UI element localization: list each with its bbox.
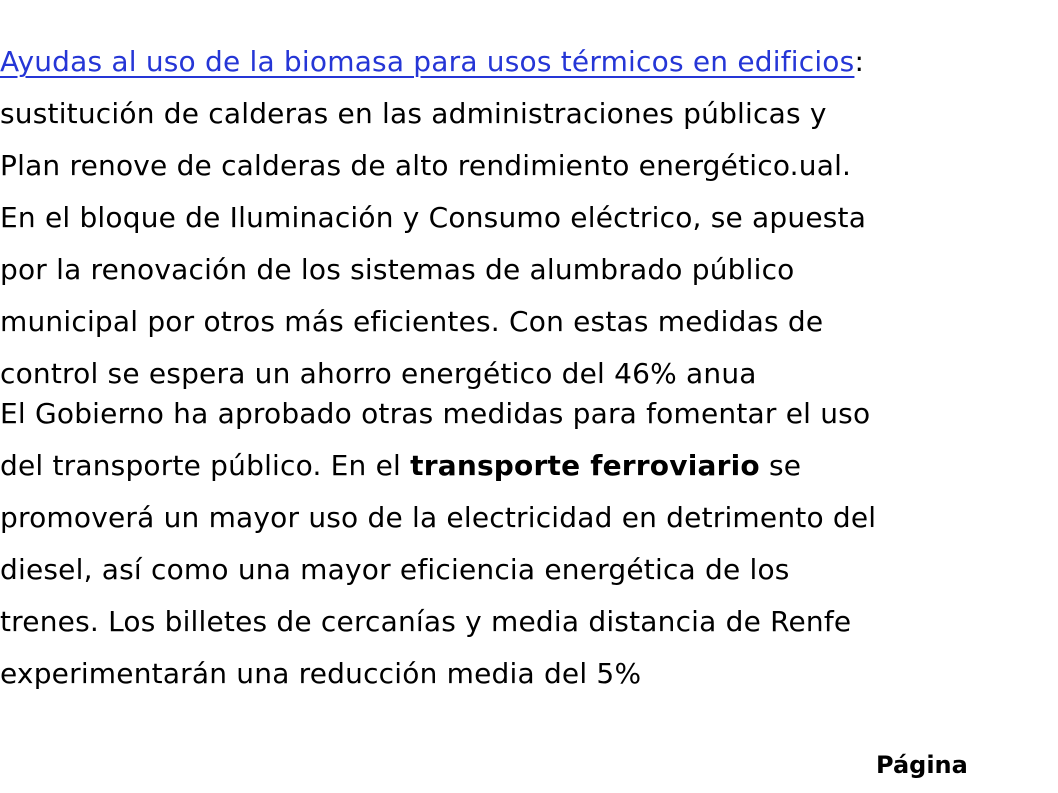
paragraph-line: [0, 440, 876, 492]
paragraph-line: [0, 36, 866, 88]
paragraph-line: promoverá un mayor uso de la electricidad en detrimento del: [0, 501, 877, 534]
line-text: del transporte público. En el: [0, 449, 411, 482]
paragraph-line: El Gobierno ha aprobado otras medidas para fomentar el uso: [0, 397, 871, 430]
paragraph-line: sustitución de calderas en las administraciones públicas y: [0, 97, 827, 130]
paragraph-line: En el bloque de Iluminación y Consumo eléctrico, se apuesta: [0, 201, 867, 234]
paragraph-transporte: [0, 388, 876, 700]
paragraph-line: diesel, así como una mayor eficiencia energética de los: [0, 553, 790, 586]
paragraph-line: municipal por otros más eficientes. Con estas medidas de: [0, 305, 824, 338]
paragraph-line: trenes. Los billetes de cercanías y media distancia de Renfe: [0, 605, 852, 638]
paragraph-line: experimentarán una reducción media del 5%: [0, 657, 642, 690]
page-label: Página: [876, 751, 968, 779]
biomasa-aid-link[interactable]: Ayudas al uso de la biomasa para usos térmicos en edificios: [0, 45, 855, 78]
line-text: se: [759, 449, 802, 482]
paragraph-line: Plan renove de calderas de alto rendimiento energético.ual.: [0, 149, 852, 182]
paragraph-line: control se espera un ahorro energético del 46% anua: [0, 357, 757, 390]
bold-term: transporte ferroviario: [410, 449, 760, 482]
link-suffix: :: [854, 45, 865, 78]
paragraph-line: por la renovación de los sistemas de alumbrado público: [0, 253, 795, 286]
paragraph-biomasa: [0, 36, 866, 400]
